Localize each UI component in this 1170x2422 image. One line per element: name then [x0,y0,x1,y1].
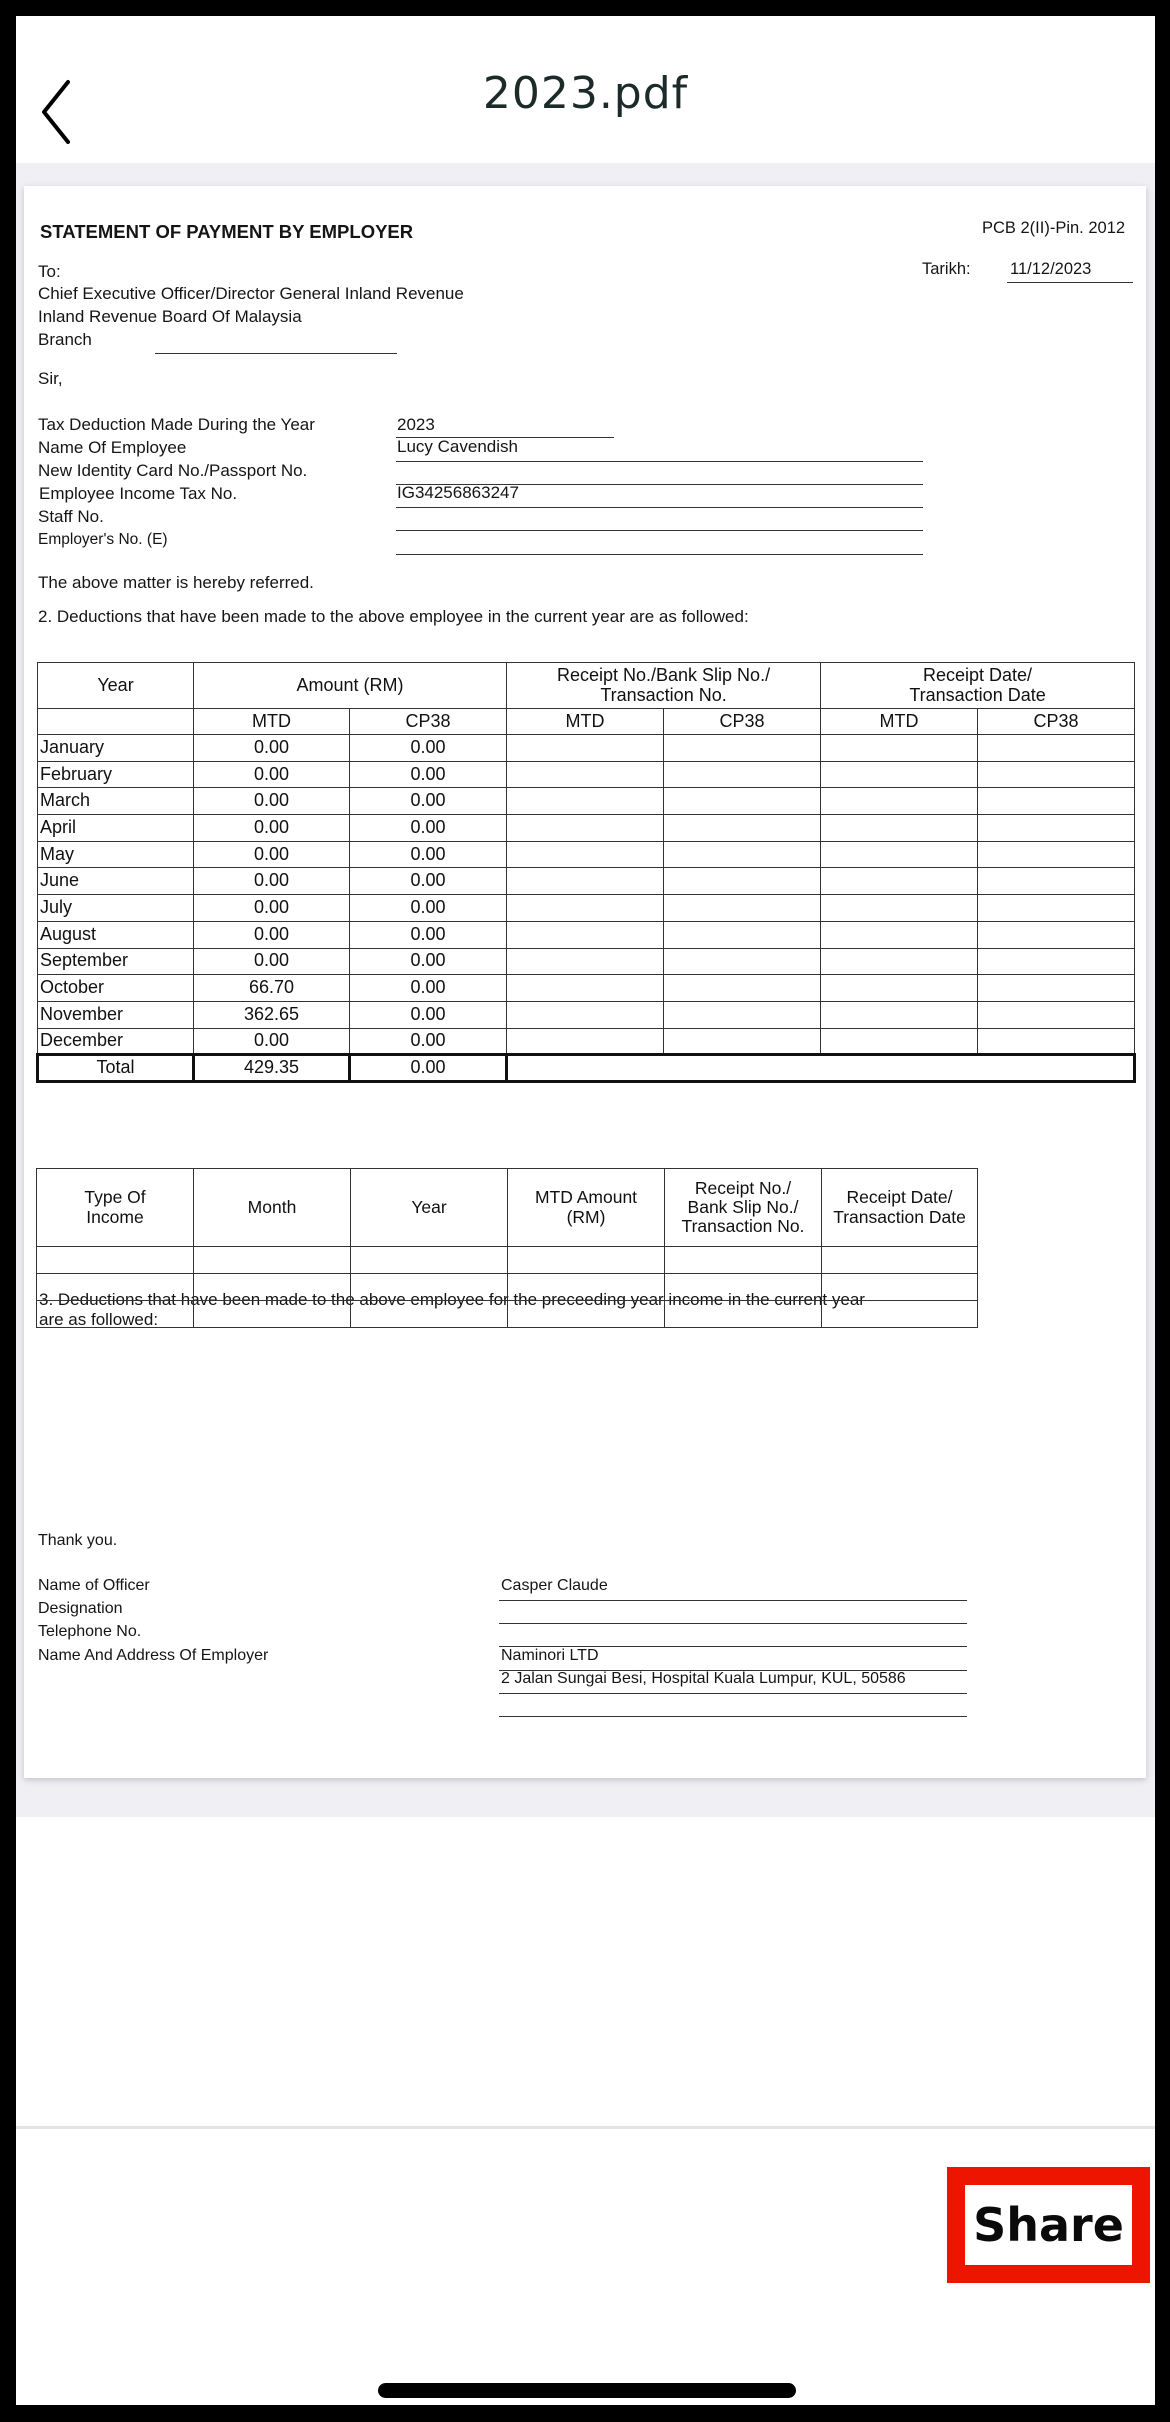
share-highlight-box [947,2167,1150,2283]
branch-label: Branch [38,330,92,349]
date-cp38-cell [978,788,1135,815]
table-row [38,895,1135,922]
receipt-mtd-cell [507,895,664,922]
table2-header-cell [194,1169,351,1247]
date-mtd-cell [821,735,978,762]
date-mtd-cell [821,1001,978,1028]
receipt-mtd-cell [507,921,664,948]
header-receipt-line1: Receipt No./Bank Slip No./ [556,664,771,685]
current-year-deductions-table [36,662,1136,1083]
header-year: Year [38,663,194,709]
section3-line1: 3. Deductions that have been made to the above employee for the preceeding year income in the current year [39,1290,865,1309]
table2-empty-cell [194,1247,351,1274]
field-underline-employee-name [396,461,923,462]
table2-empty-cell [665,1247,822,1274]
table2-empty-cell [37,1274,194,1301]
employer-label: Name And Address Of Employer [38,1647,269,1664]
field-label-employer-no: Employer's No. (E) [38,531,168,548]
receipt-cp38-cell [664,1028,821,1055]
document-title: 2023.pdf [482,68,689,119]
date-cp38-cell [978,841,1135,868]
field-label-staff-no: Staff No. [38,507,104,526]
table2-header-line: Transaction No. [681,1216,805,1237]
header-receipt-date [821,663,1135,709]
pdf-viewer[interactable] [16,163,1155,1817]
date-mtd-cell [821,815,978,842]
date-cp38-cell [978,735,1135,762]
table-header-row [37,1169,978,1247]
field-underline-tax-no [396,507,923,508]
total-mtd: 429.35 [194,1055,350,1082]
date-cp38-cell [978,895,1135,922]
date-underline [1007,282,1133,283]
date-cp38-cell [978,761,1135,788]
table2-header-line: (RM) [566,1206,606,1227]
total-label: Total [38,1055,194,1082]
date-mtd-cell [821,975,978,1002]
receipt-mtd-cell [507,815,664,842]
table-row [38,788,1135,815]
date-value: 11/12/2023 [1010,260,1092,278]
header-receipt-no [507,663,821,709]
receipt-mtd-cell [507,788,664,815]
form-code: PCB 2(II)-Pin. 2012 [982,219,1126,237]
table-header-row [38,663,1135,709]
date-mtd-cell [821,948,978,975]
table2-empty-cell [351,1274,508,1301]
table2-header-line: MTD Amount [534,1187,638,1208]
table2-empty-cell [194,1301,351,1328]
recipient-line2: Inland Revenue Board Of Malaysia [38,307,302,326]
table2-header-line: Month [247,1196,297,1217]
section2-text: 2. Deductions that have been made to the above employee in the current year are as followed: [38,607,749,626]
date-cp38-cell [978,1028,1135,1055]
officer-name-underline [499,1600,967,1601]
receipt-cp38-cell [664,948,821,975]
subheader-date-cp38: CP38 [978,709,1135,735]
mtd-amount-cell: 0.00 [194,895,350,922]
mtd-amount-cell: 0.00 [194,841,350,868]
cp38-amount-cell: 0.00 [350,841,507,868]
subheader-amount-cp38: CP38 [350,709,507,735]
table2-empty-cell [665,1274,822,1301]
subheader-receipt-cp38: CP38 [664,709,821,735]
table-total-row [38,1055,1135,1082]
table2-empty-cell [37,1301,194,1328]
receipt-mtd-cell [507,1001,664,1028]
date-cp38-cell [978,868,1135,895]
month-cell: February [38,761,194,788]
cp38-amount-cell: 0.00 [350,1001,507,1028]
date-mtd-cell [821,868,978,895]
month-cell: September [38,948,194,975]
table2-empty-cell [822,1247,978,1274]
field-label-year: Tax Deduction Made During the Year [38,415,315,434]
month-cell: December [38,1028,194,1055]
thank-you-text: Thank you. [38,1532,118,1549]
table2-header-cell [665,1169,822,1247]
table2-header-cell [37,1169,194,1247]
receipt-cp38-cell [664,975,821,1002]
employer-address-underline [499,1693,967,1694]
table2-empty-cell [508,1274,665,1301]
mtd-amount-cell: 0.00 [194,788,350,815]
table2-empty-cell [822,1274,978,1301]
cp38-amount-cell: 0.00 [350,1028,507,1055]
designation-underline [499,1623,967,1624]
salutation: Sir, [38,369,63,388]
table2-empty-cell [665,1301,822,1328]
receipt-cp38-cell [664,1001,821,1028]
to-label: To: [38,262,61,281]
date-label: Tarikh: [922,260,971,278]
receipt-cp38-cell [664,841,821,868]
receipt-mtd-cell [507,1028,664,1055]
officer-name-value: Casper Claude [501,1577,608,1594]
date-mtd-cell [821,921,978,948]
receipt-cp38-cell [664,761,821,788]
subheader-receipt-mtd: MTD [507,709,664,735]
header-date-line2: Transaction Date [909,684,1046,705]
table-row [38,761,1135,788]
telephone-label: Telephone No. [38,1623,142,1640]
preceding-year-deductions-table [36,1168,978,1328]
month-cell: June [38,868,194,895]
header-amount: Amount (RM) [194,663,507,709]
date-cp38-cell [978,1001,1135,1028]
receipt-mtd-cell [507,735,664,762]
table2-empty-cell [194,1274,351,1301]
pdf-page [24,186,1146,1778]
field-value-year: 2023 [397,415,435,434]
table-row [37,1274,978,1301]
table-row [38,1028,1135,1055]
header-receipt-line2: Transaction No. [600,684,727,705]
month-cell: July [38,895,194,922]
table-row [37,1301,978,1328]
home-indicator[interactable] [378,2383,796,2398]
receipt-cp38-cell [664,788,821,815]
table2-header-line: Income [86,1206,144,1227]
date-mtd-cell [821,1028,978,1055]
share-button[interactable]: Share [965,2185,1132,2265]
table2-header-cell [351,1169,508,1247]
date-mtd-cell [821,761,978,788]
mtd-amount-cell: 362.65 [194,1001,350,1028]
employer-address: 2 Jalan Sungai Besi, Hospital Kuala Lumpur, KUL, 50586 [501,1670,906,1687]
cp38-amount-cell: 0.00 [350,761,507,788]
mtd-amount-cell: 0.00 [194,868,350,895]
table2-header-line: Transaction Date [833,1206,966,1227]
referred-text: The above matter is hereby referred. [38,573,314,592]
employer-extra-underline [499,1716,967,1717]
field-underline-staff-no [396,530,923,531]
month-cell: November [38,1001,194,1028]
recipient-line1: Chief Executive Officer/Director General Inland Revenue [38,284,464,303]
table2-header-cell [822,1169,978,1247]
table-subheader-row [38,709,1135,735]
branch-underline [155,353,397,354]
receipt-mtd-cell [507,761,664,788]
total-cp38: 0.00 [350,1055,507,1082]
field-value-tax-no: IG34256863247 [397,483,519,502]
month-cell: April [38,815,194,842]
table2-header-line: Receipt No./ [694,1177,792,1198]
table-row [38,948,1135,975]
month-cell: May [38,841,194,868]
subheader-amount-mtd: MTD [194,709,350,735]
phone-screen [16,16,1155,2405]
receipt-cp38-cell [664,735,821,762]
field-label-tax-no: Employee Income Tax No. [39,484,238,503]
table2-empty-cell [351,1301,508,1328]
cp38-amount-cell: 0.00 [350,788,507,815]
toolbar-divider [16,2126,1155,2129]
mtd-amount-cell: 0.00 [194,735,350,762]
date-cp38-cell [978,815,1135,842]
date-cp38-cell [978,921,1135,948]
date-mtd-cell [821,788,978,815]
nav-header [16,16,1155,163]
total-row-blank [507,1055,1135,1082]
mtd-amount-cell: 66.70 [194,975,350,1002]
subheader-empty [38,709,194,735]
mtd-amount-cell: 0.00 [194,1028,350,1055]
table-row [37,1247,978,1274]
receipt-mtd-cell [507,841,664,868]
field-value-employee-name: Lucy Cavendish [397,437,518,456]
receipt-cp38-cell [664,868,821,895]
date-cp38-cell [978,948,1135,975]
field-label-employee-name: Name Of Employee [38,438,187,457]
cp38-amount-cell: 0.00 [350,895,507,922]
month-cell: January [38,735,194,762]
table-row [38,735,1135,762]
table2-empty-cell [508,1301,665,1328]
receipt-cp38-cell [664,921,821,948]
date-mtd-cell [821,841,978,868]
officer-name-label: Name of Officer [38,1577,150,1594]
cp38-amount-cell: 0.00 [350,868,507,895]
cp38-amount-cell: 0.00 [350,948,507,975]
table-row [38,1001,1135,1028]
cp38-amount-cell: 0.00 [350,921,507,948]
cp38-amount-cell: 0.00 [350,975,507,1002]
header-date-line1: Receipt Date/ [923,664,1033,685]
table2-header-line: Bank Slip No./ [687,1196,799,1217]
receipt-cp38-cell [664,895,821,922]
cp38-amount-cell: 0.00 [350,815,507,842]
cp38-amount-cell: 0.00 [350,735,507,762]
mtd-amount-cell: 0.00 [194,761,350,788]
table-row [38,815,1135,842]
employer-name: Naminori LTD [501,1647,599,1664]
table2-empty-cell [37,1247,194,1274]
month-cell: August [38,921,194,948]
table-row [38,841,1135,868]
receipt-cp38-cell [664,815,821,842]
date-cp38-cell [978,975,1135,1002]
table2-empty-cell [351,1247,508,1274]
receipt-mtd-cell [507,868,664,895]
receipt-mtd-cell [507,948,664,975]
table2-empty-cell [822,1301,978,1328]
month-cell: March [38,788,194,815]
date-mtd-cell [821,895,978,922]
table-row [38,921,1135,948]
month-cell: October [38,975,194,1002]
table2-header-line: Receipt Date/ [846,1187,953,1208]
mtd-amount-cell: 0.00 [194,948,350,975]
table2-header-line: Type Of [84,1187,146,1208]
table-row [38,868,1135,895]
table2-header-line: Year [411,1196,447,1217]
designation-label: Designation [38,1600,123,1617]
table2-header-cell [508,1169,665,1247]
field-underline-employer-no [396,554,923,555]
section3-line2: are as followed: [39,1310,159,1329]
mtd-amount-cell: 0.00 [194,815,350,842]
mtd-amount-cell: 0.00 [194,921,350,948]
subheader-date-mtd: MTD [821,709,978,735]
statement-heading: STATEMENT OF PAYMENT BY EMPLOYER [40,221,414,242]
field-label-ic-passport: New Identity Card No./Passport No. [38,461,308,480]
table-row [38,975,1135,1002]
receipt-mtd-cell [507,975,664,1002]
table2-empty-cell [508,1247,665,1274]
